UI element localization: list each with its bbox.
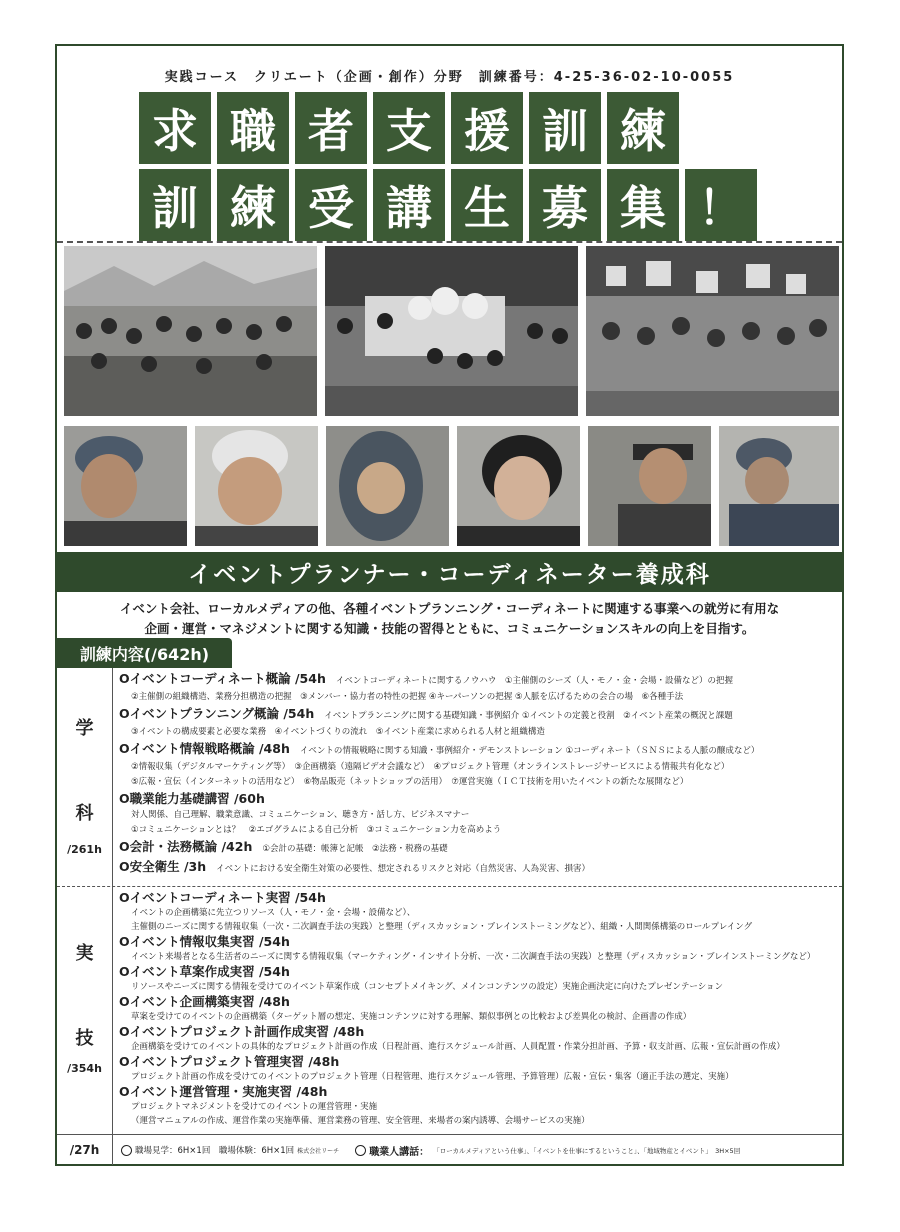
title-char: 生 (451, 169, 523, 241)
gakka-item-title: O会計・法務概論 /42h (119, 839, 253, 854)
jitsugi-char-1: 実 (75, 943, 94, 964)
lecture-label: 職業人講話： (369, 1146, 430, 1158)
title-row-2 (139, 169, 757, 241)
circle-icon (355, 1145, 366, 1156)
jitsugi-item-line: 企画構築を受けてのイベントの具体的なプロジェクト計画の作成（日程計画、進行スケジュール計画、人員配置・作業分担計画、予算・収支計画、広報・宣伝計画の作成） (131, 1042, 785, 1052)
gakka-char-2: 科 (75, 803, 94, 824)
group-photo-3 (586, 246, 839, 416)
intro-line-2: 企画・運営・マネジメントに関する知識・技能の習得とともに、コミュニケーションスキルの向上を目指す。 (144, 621, 755, 636)
gakka-item-desc: イベントにおける安全衛生対策の必要性、想定されるリスクと対応（自然災害、人為災害、損害） (216, 864, 590, 874)
gakka-item (119, 790, 838, 838)
jitsugi-item-line: 草案を受けてのイベントの企画構築（ターゲット層の想定、実施コンテンツに対する理解、類似事例との比較および差異化の検討、企画書の作成） (131, 1012, 692, 1022)
title-char: 援 (451, 92, 523, 164)
gakka-item-line: ①コミュニケーションとは？ ②エゴグラムによる自己分析 ③コミュニケーション力を高めよう (131, 825, 502, 835)
jitsugi-item (119, 964, 838, 994)
gakka-item-line: ⑤広報・宣伝（インターネットの活用など） ⑥物品販売（ネットショップの活用） ⑦運営実施（ＩＣＴ技術を用いたイベントの新たな展開など） (131, 777, 689, 787)
course-code-line: 実践コース クリエート（企画・創作）分野 訓練番号：4-25-36-02-10-0055 (164, 70, 735, 85)
jitsugi-item-line: 主催側のニーズに関する情報収集（一次・二次調査手法の実践）と整理（ディスカッション・ブレインストーミングなど）、組織・人間関係構築のロールプレイング (131, 922, 753, 932)
company-name: 株式会社リーチ (297, 1147, 340, 1155)
jitsugi-item-line: プロジェクト計画の作成を受けてのイベントのプロジェクト管理（日程管理、進行スケジュール管理、予算管理）広報・宣伝・集客（適正手法の選定、実施） (131, 1072, 734, 1082)
title-char: 求 (139, 92, 211, 164)
gakka-item (119, 838, 838, 858)
section-divider (57, 886, 842, 887)
jitsugi-char-2: 技 (75, 1028, 94, 1049)
jitsugi-item-title: Oイベントプロジェクト管理実習 /48h (119, 1054, 340, 1069)
title-row-1 (139, 92, 679, 164)
title-char: 練 (217, 169, 289, 241)
gakka-item-desc: イベントコーディネートに関するノウハウ ①主催側のシーズ（人・モノ・金・会場・設備など）の把握 (335, 676, 733, 686)
group-photo-1 (64, 246, 317, 416)
portrait-6 (719, 426, 839, 546)
other-training-row (57, 1134, 842, 1165)
title-char: 講 (373, 169, 445, 241)
gakka-char-1: 学 (75, 718, 94, 739)
jitsugi-item-line: （運営マニュアルの作成、運営作業の実施準備、運営業務の管理、安全管理、来場者の案内誘導、会場サービスの実施） (131, 1116, 590, 1126)
portrait-3 (326, 426, 449, 546)
gakka-item (119, 705, 838, 740)
jitsugi-item-title: Oイベントコーディネート実習 /54h (119, 890, 326, 905)
gakka-item-line: ③イベントの構成要素と必要な業務 ④イベントづくりの流れ ⑤イベント産業に求められる人材と組織構造 (131, 727, 545, 737)
jitsugi-item (119, 934, 838, 964)
jitsugi-item (119, 890, 838, 934)
jitsugi-hours: /354h (67, 1062, 102, 1075)
gakka-item-line: ②主催側の組織構造、業務分担構造の把握 ③メンバー・協力者の特性の把握 ④キーパーソンの把握 ⑤人脈を広げるための会合の場 ⑥各種手法 (131, 692, 684, 702)
gakka-item (119, 858, 838, 878)
jitsugi-item-line: プロジェクトマネジメントを受けてのイベントの運営管理・実施 (131, 1102, 378, 1112)
title-char: 訓 (529, 92, 601, 164)
jitsugi-item-title: Oイベント企画構築実習 /48h (119, 994, 290, 1009)
jitsugi-item (119, 1054, 838, 1084)
gakka-item-desc: ①会計の基礎：帳簿と記帳 ②法務・税務の基礎 (262, 844, 448, 854)
poster-frame (55, 44, 844, 1166)
title-char: 訓 (139, 169, 211, 241)
gakka-item-title: O安全衛生 /3h (119, 859, 207, 874)
title-char: 支 (373, 92, 445, 164)
lecture-detail: 「ローカルメディアという仕事」、「イベントを仕事にするということ」、「地域物産とイベント」 3H×5回 (433, 1146, 741, 1155)
title-char: 受 (295, 169, 367, 241)
intro-line-1: イベント会社、ローカルメディアの他、各種イベントプランニング・コーディネートに関連する事業への就労に有用な (119, 601, 780, 616)
gakka-item-title: O職業能力基礎講習 /60h (119, 791, 265, 806)
gakka-item-title: Oイベントプランニング概論 /54h (119, 706, 315, 721)
gakka-item-desc: イベントプランニングに関する基礎知識・事例紹介 ①イベントの定義と役割 ②イベント産業の概況と課題 (324, 711, 733, 721)
jitsugi-item-line: リソースやニーズに関する情報を受けてのイベント草案作成（コンセプトメイキング、メインコンテンツの設定）実施企画決定に向けたプレゼンテーション (131, 982, 724, 992)
jitsugi-list (119, 890, 838, 1128)
training-content-tab: 訓練内容(/642h) (57, 638, 232, 668)
other-hours: /27h (57, 1135, 113, 1165)
title-char: 募 (529, 169, 601, 241)
portrait-2 (195, 426, 318, 546)
jitsugi-item-line: イベントの企画構築に先立つリソース（人・モノ・金・会場・設備など）、 (131, 908, 416, 918)
jitsugi-item-line: イベント来場者となる生活者のニーズに関する情報収集（マーケティング・インサイト分析、一次・二次調査手法の実践）と整理（ディスカッション・ブレインストーミングなど） (131, 952, 816, 962)
gakka-hours: /261h (67, 843, 102, 856)
title-char: 職 (217, 92, 289, 164)
course-name: イベントプランナー・コーディネーター養成科 (57, 552, 842, 592)
jitsugi-item (119, 1024, 838, 1054)
jitsugi-item-title: Oイベント草案作成実習 /54h (119, 964, 290, 979)
gakka-item-title: Oイベントコーディネート概論 /54h (119, 671, 326, 686)
portrait-5 (588, 426, 711, 546)
gakka-item-desc: イベントの情報戦略に関する知識・事例紹介・デモンストレーション ①コーディネート（ＳＮＳによる人脈の醸成など） (299, 746, 760, 756)
jitsugi-item-title: Oイベントプロジェクト計画作成実習 /48h (119, 1024, 365, 1039)
gakka-item-line: ②情報収集（デジタルマーケティング等） ③企画構築（遠隔ビデオ会議など） ④プロジェクト管理（オンラインストレージサービスによる情報共有化など） (131, 762, 730, 772)
jitsugi-item (119, 1084, 838, 1128)
jitsugi-item-title: Oイベント情報収集実習 /54h (119, 934, 290, 949)
course-intro (57, 599, 842, 639)
gakka-item-line: 対人関係、自己理解、職業意識、コミュニケーション、聴き方・話し方、ビジネスマナー (131, 810, 470, 820)
portrait-1 (64, 426, 187, 546)
title-char: 練 (607, 92, 679, 164)
title-char: 集 (607, 169, 679, 241)
jitsugi-item (119, 994, 838, 1024)
gakka-item (119, 670, 838, 705)
portrait-4 (457, 426, 580, 546)
gakka-item-title: Oイベント情報戦略概論 /48h (119, 741, 290, 756)
group-photo-2 (325, 246, 578, 416)
title-char: 者 (295, 92, 367, 164)
gakka-item (119, 740, 838, 790)
jitsugi-item-title: Oイベント運営管理・実施実習 /48h (119, 1084, 328, 1099)
circle-icon (121, 1145, 132, 1156)
workplace-visit: 職場見学：6H×1回 職場体験：6H×1回 (135, 1146, 295, 1156)
gakka-list (119, 670, 838, 878)
title-char: ！ (685, 169, 757, 241)
divider (57, 241, 842, 243)
